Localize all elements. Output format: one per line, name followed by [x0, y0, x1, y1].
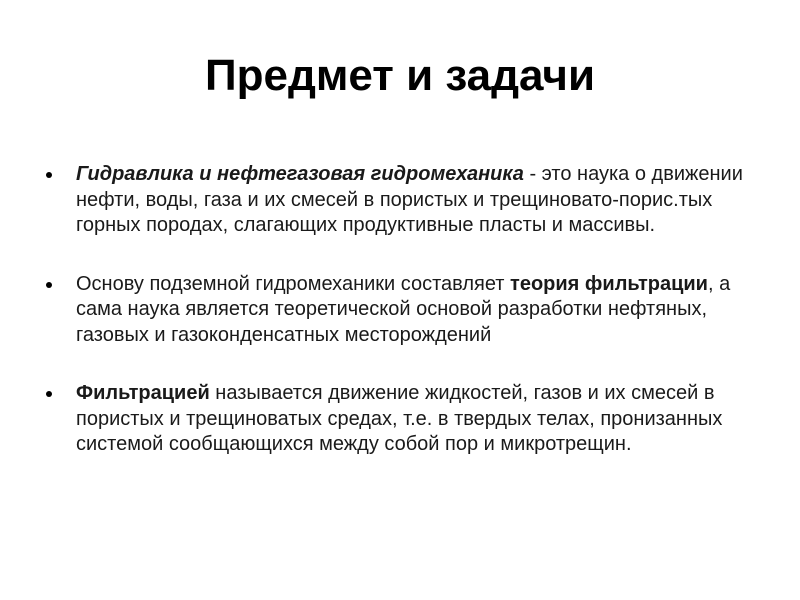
term-filtration: Фильтрацией — [76, 382, 210, 404]
bullet-dot-icon — [46, 172, 52, 178]
foundation-text-post: , а сама наука является теоретической основой разработки нефтяных, газовых и газоконденсатных месторождений — [76, 272, 731, 346]
definition-text: - это наука о движении нефти, воды, газа и их смесей в пористых и трещиновато-порис.тых горных породах, слагающих продуктивные пласты и массивы. — [76, 163, 743, 236]
term-hydraulics: Гидравлика и нефтегазовая гидромеханика — [76, 163, 524, 185]
bullet-list — [44, 162, 764, 491]
slide-title: Предмет и задачи — [204, 51, 596, 100]
filtration-text: называется движение жидкостей, газов и их смесей в пористых и трещиноватых средах, т.е. в твердых телах, пронизанных системой сообщающихся между собой пор и микротрещин. — [76, 382, 723, 455]
bullet-item-filtration — [44, 381, 764, 458]
bullet-dot-icon — [46, 282, 52, 288]
bullet-item-foundation — [44, 272, 764, 349]
bullet-dot-icon — [46, 391, 52, 397]
bullet-item-definition — [44, 162, 764, 239]
term-filtration-theory: теория фильтрации — [510, 272, 708, 295]
foundation-text-pre: Основу подземной гидромеханики составляет — [76, 272, 511, 295]
